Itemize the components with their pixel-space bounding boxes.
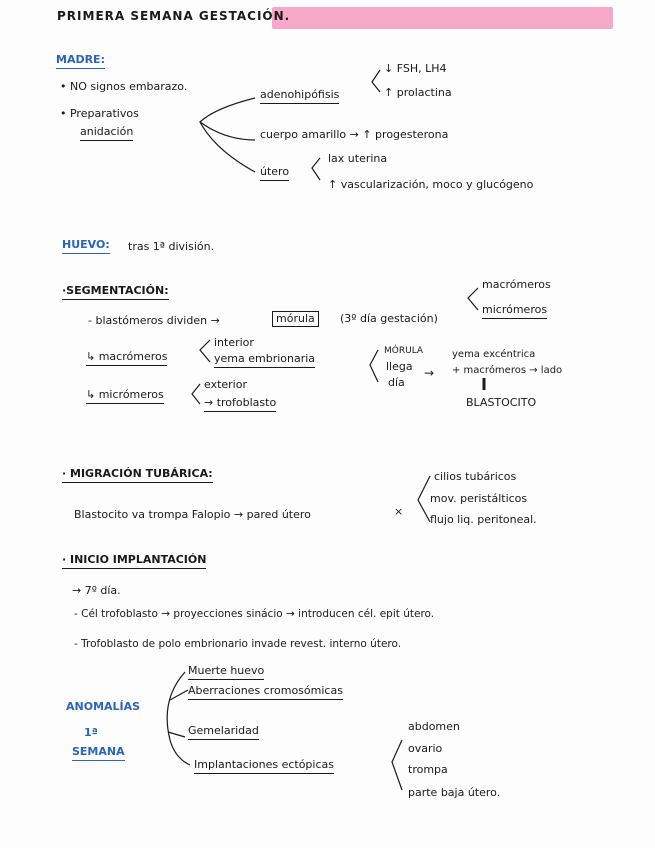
fsh-lh: ↓ FSH, LH4: [384, 62, 447, 75]
morula-brace: [370, 350, 378, 382]
anom-brace: [167, 672, 190, 765]
morula-small: MÓRULA: [384, 346, 424, 356]
ectopic-brace: [392, 740, 402, 790]
implantacion-l3: - Trofoblasto de polo embrionario invade revest. interno útero.: [74, 638, 402, 650]
muerte-huevo: Muerte huevo: [188, 664, 264, 680]
migracion-text: Blastocito va trompa Falopio → pared útero: [74, 508, 311, 521]
migracion-x: ×: [394, 505, 404, 518]
ectopic-parte-baja: parte baja útero.: [408, 786, 501, 799]
llega: llega: [386, 360, 413, 373]
adeno-brace: [372, 70, 380, 92]
macro-brace: [468, 288, 478, 310]
migracion-heading: · MIGRACIÓN TUBÁRICA:: [62, 467, 213, 483]
exterior-brace: [192, 384, 200, 404]
implantacion-l2: - Cél trofoblasto → proyecciones sinácio → introducen cél. epit útero.: [74, 608, 435, 620]
dia2: día: [388, 376, 405, 389]
yema-embrionaria: yema embrionaria: [214, 352, 315, 368]
trofoblasto: → trofoblasto: [204, 396, 276, 412]
yema-brace: [200, 340, 210, 362]
cuerpo-amarillo: cuerpo amarillo → ↑ progesterona: [260, 128, 449, 141]
madre-heading: MADRE:: [56, 53, 105, 69]
utero-brace: [312, 158, 320, 180]
micromeros-label: ↳ micrómeros: [86, 388, 164, 404]
macromeros-top: macrómeros: [482, 278, 551, 291]
mov-peristalticos: mov. peristálticos: [430, 492, 528, 505]
utero: útero: [260, 165, 289, 181]
macromeros-label: ↳ macrómeros: [86, 350, 167, 366]
anomalias-heading-1: ANOMALÍAS: [66, 700, 141, 713]
ectopic-trompa: trompa: [408, 763, 448, 776]
preparativos: • Preparativos: [60, 107, 139, 120]
implantaciones-ectopicas: Implantaciones ectópicas: [194, 758, 334, 774]
anom-br2: [168, 690, 188, 737]
blastomeros: - blastómeros dividen →: [88, 314, 220, 327]
gemelaridad: Gemelaridad: [188, 724, 259, 740]
no-signos: • NO signos embarazo.: [60, 80, 188, 93]
page-title: PRIMERA SEMANA GESTACIÓN.: [57, 9, 291, 23]
micromeros-top: micrómeros: [482, 303, 547, 319]
anomalias-heading-2: 1ª: [84, 726, 98, 739]
segmentacion-heading: ·SEGMENTACIÓN:: [62, 284, 169, 300]
implantacion-l1: → 7º día.: [72, 584, 121, 597]
exterior: exterior: [204, 378, 247, 391]
blastocito: BLASTOCITO: [466, 396, 537, 409]
anomalias-heading-3: SEMANA: [72, 745, 125, 761]
adenohipofisis: adenohipófisis: [260, 88, 339, 104]
morula-arrow: →: [424, 366, 435, 380]
ectopic-ovario: ovario: [408, 742, 443, 755]
madre-branch-brace: [200, 98, 255, 172]
anidacion: anidación: [80, 125, 133, 141]
lax-uterina: lax uterina: [328, 152, 388, 165]
huevo-heading: HUEVO:: [62, 238, 110, 254]
aberraciones: Aberraciones cromosómicas: [188, 684, 343, 700]
huevo-tras: tras 1ª división.: [128, 240, 215, 253]
macromeros-lado: + macrómeros → lado: [452, 365, 563, 376]
interior: interior: [214, 336, 254, 349]
prolactina: ↑ prolactina: [384, 86, 452, 99]
title-highlight: [272, 7, 613, 29]
yema-excentrica: yema excéntrica: [452, 349, 536, 360]
flujo: flujo liq. peritoneal.: [430, 513, 537, 526]
migration-brace: [418, 476, 430, 522]
vascularizacion: ↑ vascularización, moco y glucógeno: [328, 178, 534, 191]
ectopic-abdomen: abdomen: [408, 720, 460, 733]
cilios: cilios tubáricos: [434, 470, 517, 483]
implantacion-heading: · INICIO IMPLANTACIÓN: [62, 553, 206, 569]
morula-dia: (3º día gestación): [340, 312, 438, 325]
morula-box: mórula: [272, 311, 319, 327]
